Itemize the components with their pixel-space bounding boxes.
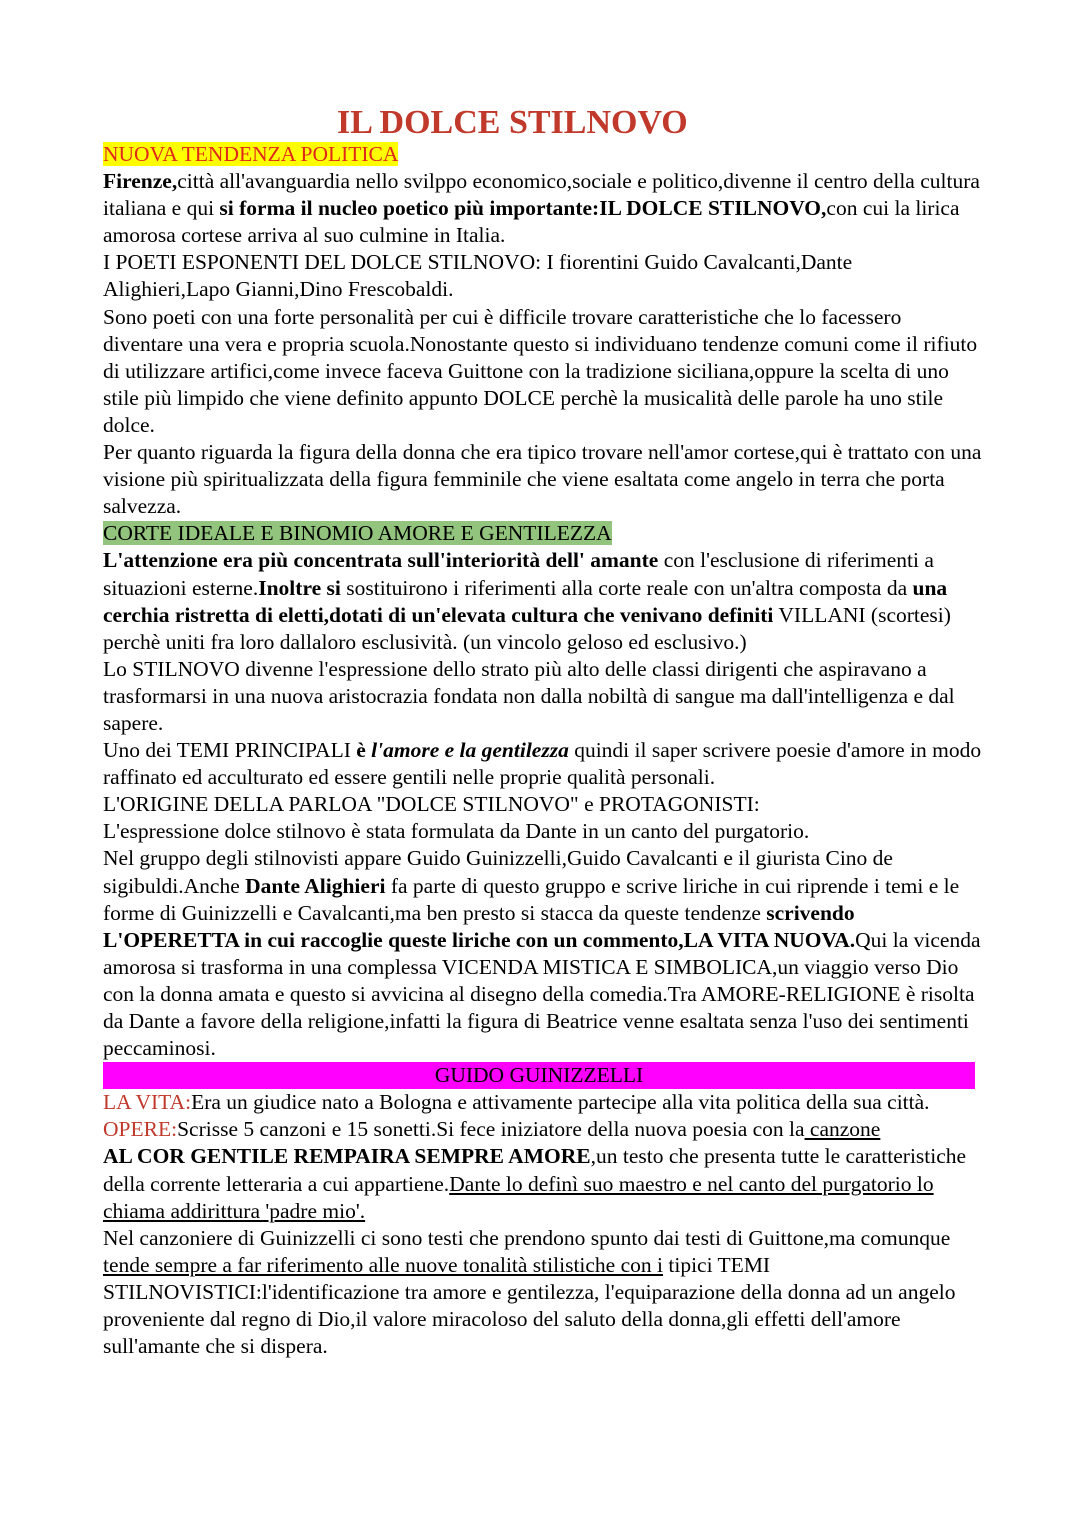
text: tipici TEMI STILNOVISTICI:l'identificazione tra amore e gentilezza, l'equiparazione della donna ad un angelo proveniente dal regno di Dio,il valore miracoloso del saluto della donna,gli effetti dell'amore sull'amante che si dispera. xyxy=(103,1252,956,1359)
text: Nel canzoniere di Guinizzelli ci sono testi che prendono spunto dai testi di Guittone,ma comunque xyxy=(103,1225,951,1250)
paragraph-gruppo xyxy=(103,845,983,1062)
bold-text: è xyxy=(356,738,372,763)
paragraph-stilnovo-strato: Lo STILNOVO divenne l'espressione dello strato più alto delle classi dirigenti che aspiravano a trasformarsi in una nuova aristocrazia fondata non dalla nobiltà di sangue ma dall'intelligenza e dal sapere. xyxy=(103,656,955,735)
text: Era un giudice nato a Bologna e attivamente partecipe alla vita politica della sua città. xyxy=(191,1090,930,1115)
text: ,un testo che presenta tutte le caratteristiche della corrente letteraria a cui appartiene. xyxy=(103,1144,967,1196)
heading-text: GUIDO GUINIZZELLI xyxy=(103,1062,975,1089)
text: Uno dei TEMI PRINCIPALI xyxy=(103,738,357,763)
text: fa parte di questo gruppo e scrive liriche in cui riprende i temi e le forme di Guinizzelli e Cavalcanti,ma ben presto si stacca da queste tendenze xyxy=(103,873,960,925)
bold-text: Inoltre si xyxy=(258,575,341,600)
heading-text: NUOVA TENDENZA POLITICA xyxy=(103,142,399,166)
label-text: OPERE: xyxy=(103,1117,178,1142)
bold-text: si forma il nucleo poetico più importante:IL DOLCE STILNOVO, xyxy=(219,196,827,221)
text: sostituirono i riferimenti alla corte reale con un'altra composta da xyxy=(340,575,913,600)
paragraph-personalita: Sono poeti con una forte personalità per cui è difficile trovare caratteristiche che lo facessero diventare una vera e propria scuola.Nonostante questo si individuano tendenze comuni come il rifiuto di utilizzare artifici,come invece faceva Guittone con la tradizione siciliana,oppure la scelta di uno stile più limpido che viene definito appunto DOLCE perchè la musicalità delle parole ha uno stile dolce. xyxy=(103,304,978,437)
document-body xyxy=(103,141,983,1360)
bold-text: AL COR GENTILE REMPAIRA SEMPRE AMORE xyxy=(103,1144,591,1169)
section-heading-guinizzelli xyxy=(103,1062,983,1089)
underlined-text: tende sempre a far riferimento alle nuove tonalità stilistiche con i xyxy=(103,1252,663,1277)
paragraph-poeti: I POETI ESPONENTI DEL DOLCE STILNOVO: I fiorentini Guido Cavalcanti,Dante Alighieri,Lapo Gianni,Dino Frescobaldi. xyxy=(103,250,853,302)
bold-text: Dante Alighieri xyxy=(245,873,386,898)
bold-text: scrivendo L'OPERETTA in cui raccoglie queste liriche con un commento,LA VITA NUOVA. xyxy=(103,900,856,952)
text: VILLANI (scortesi) perchè uniti fra loro dallaloro esclusività. (un vincolo geloso ed esclusivo.) xyxy=(103,602,951,654)
bold-text: L'attenzione era più concentrata sull'interiorità dell' amante xyxy=(103,548,659,573)
text: città all'avanguardia nello svilppo economico,sociale e politico,divenne il centro della cultura italiana e qui xyxy=(103,169,980,221)
bold-text: Firenze, xyxy=(103,169,178,194)
paragraph-firenze xyxy=(103,168,983,249)
text: Scrisse 5 canzoni e 15 sonetti.Si fece iniziatore della nuova poesia con la xyxy=(177,1117,805,1142)
text: con l'esclusione di riferimenti a situazioni esterne. xyxy=(103,548,934,600)
paragraph-donna: Per quanto riguarda la figura della donna che era tipico trovare nell'amor cortese,qui è trattato con una visione più spiritualizzata della figura femminile che viene esaltata come angelo in terra che porta salvezza. xyxy=(103,440,982,519)
label-text: LA VITA: xyxy=(103,1090,192,1115)
underlined-text: canzone xyxy=(804,1117,881,1142)
paragraph-attenzione xyxy=(103,547,983,655)
section-heading-politica xyxy=(103,141,983,168)
paragraph-origine: L'ORIGINE DELLA PARLOA "DOLCE STILNOVO" e PROTAGONISTI: xyxy=(103,792,760,817)
bold-text: una cerchia ristretta di eletti,dotati di un'elevata cultura che venivano definiti xyxy=(103,575,948,627)
paragraph-temi xyxy=(103,737,983,791)
text: Nel gruppo degli stilnovisti appare Guido Guinizzelli,Guido Cavalcanti e il giurista Cino de sigibuldi.Anche xyxy=(103,846,893,898)
underlined-text: Dante lo definì suo maestro e nel canto del purgatorio lo chiama addirittura 'padre mio'. xyxy=(103,1171,934,1223)
paragraph-vita xyxy=(103,1089,983,1116)
paragraph-opere xyxy=(103,1116,983,1224)
bold-italic-text: l'amore e la gentilezza xyxy=(371,738,569,763)
paragraph-canzoniere xyxy=(103,1225,983,1360)
section-heading-corte xyxy=(103,520,983,547)
document-title: IL DOLCE STILNOVO xyxy=(337,104,688,141)
paragraph-espressione: L'espressione dolce stilnovo è stata formulata da Dante in un canto del purgatorio. xyxy=(103,819,810,844)
text: con cui la lirica amorosa cortese arriva al suo culmine in Italia. xyxy=(103,196,960,248)
text: Qui la vicenda amorosa si trasforma in una complessa VICENDA MISTICA E SIMBOLICA,un viaggio verso Dio con la donna amata e questo si avvicina al disegno della comedia.Tra AMORE-RELIGIONE è risolta da Dante a favore della religione,infatti la figura di Beatrice venne esaltata senza l'uso dei sentimenti peccaminosi. xyxy=(103,927,981,1061)
heading-text: CORTE IDEALE E BINOMIO AMORE E GENTILEZZA xyxy=(103,521,612,546)
text: quindi il saper scrivere poesie d'amore in modo raffinato ed acculturato ed essere gentili nelle proprie qualità personali. xyxy=(103,738,982,790)
